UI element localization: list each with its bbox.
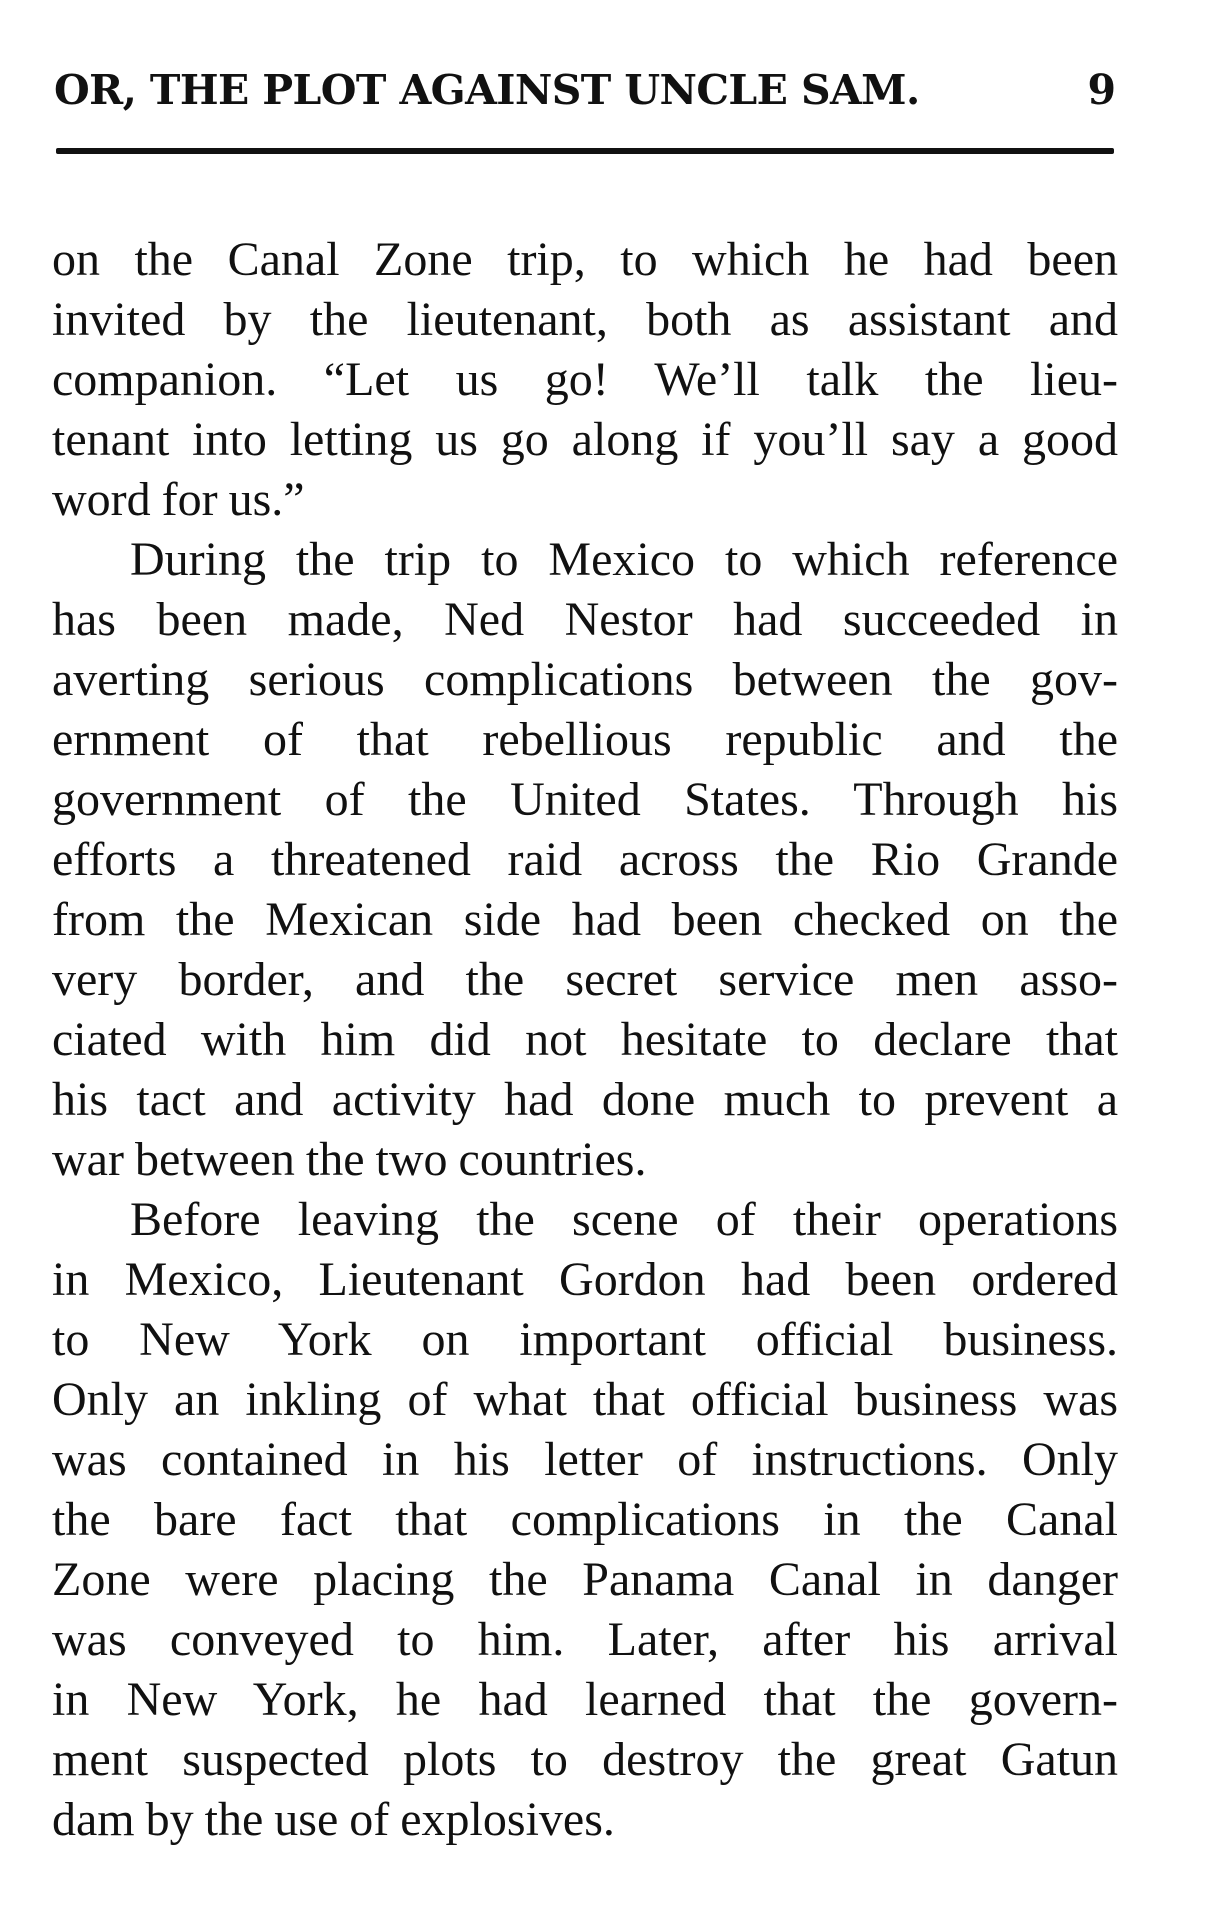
text-line: to New York on important official business. <box>52 1313 1118 1366</box>
text-line: ciated with him did not hesitate to declare that <box>52 1013 1118 1066</box>
running-head <box>54 62 1116 122</box>
text-line: tenant into letting us go along if you’ll say a good <box>52 413 1118 466</box>
text-line: the bare fact that complications in the Canal <box>52 1493 1118 1546</box>
page-number: 9 <box>1087 66 1116 114</box>
text-line: very border, and the secret service men asso- <box>52 953 1118 1006</box>
text-line: averting serious complications between the gov- <box>52 653 1118 706</box>
text-line: in Mexico, Lieutenant Gordon had been ordered <box>52 1253 1118 1306</box>
text-line: Only an inkling of what that official business was <box>52 1373 1118 1426</box>
header-rule <box>56 148 1114 154</box>
body-text <box>52 230 1118 1850</box>
text-line: word for us.” <box>52 473 305 526</box>
text-line: ernment of that rebellious republic and the <box>52 713 1118 766</box>
text-line: in New York, he had learned that the govern- <box>52 1673 1118 1726</box>
text-line: invited by the lieutenant, both as assistant and <box>52 293 1118 346</box>
text-line: government of the United States. Through his <box>52 773 1118 826</box>
text-line: During the trip to Mexico to which reference <box>130 533 1118 586</box>
running-title: OR, THE PLOT AGAINST UNCLE SAM. <box>54 66 920 114</box>
text-line: was contained in his letter of instructions. Only <box>52 1433 1118 1486</box>
text-line: companion. “Let us go! We’ll talk the lieu- <box>52 353 1118 406</box>
paragraph-1 <box>52 230 1118 530</box>
paragraph-3 <box>52 1190 1118 1850</box>
text-line: his tact and activity had done much to prevent a <box>52 1073 1118 1126</box>
text-line: has been made, Ned Nestor had succeeded in <box>52 593 1118 646</box>
text-line: war between the two countries. <box>52 1133 647 1186</box>
paragraph-2 <box>52 530 1118 1190</box>
text-line: ment suspected plots to destroy the great Gatun <box>52 1733 1118 1786</box>
text-line: was conveyed to him. Later, after his arrival <box>52 1613 1118 1666</box>
text-line: efforts a threatened raid across the Rio Grande <box>52 833 1118 886</box>
text-line: Before leaving the scene of their operations <box>130 1193 1118 1246</box>
text-line: dam by the use of explosives. <box>52 1793 615 1846</box>
text-line: from the Mexican side had been checked on the <box>52 893 1118 946</box>
text-line: Zone were placing the Panama Canal in danger <box>52 1553 1118 1606</box>
text-line: on the Canal Zone trip, to which he had been <box>52 233 1118 286</box>
